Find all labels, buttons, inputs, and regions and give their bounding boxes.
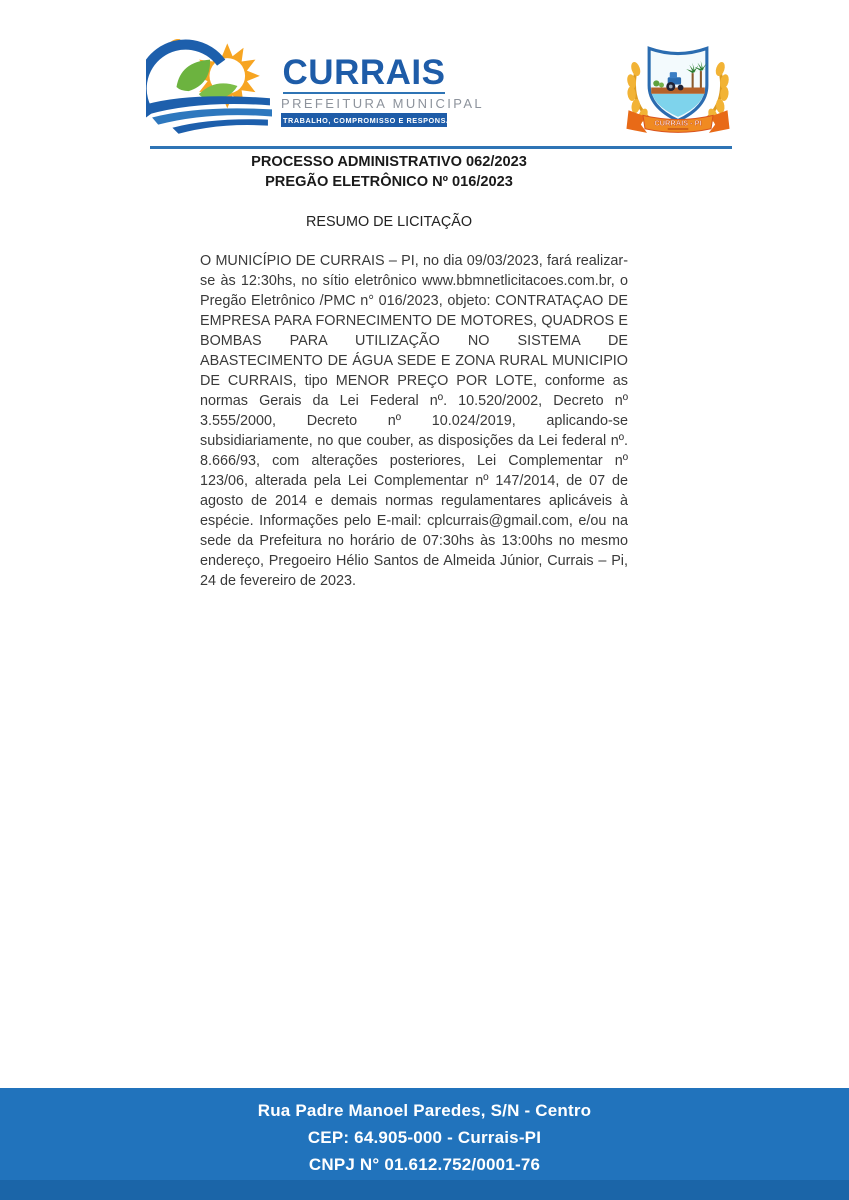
logo-text-block [281, 53, 491, 127]
footer-cnpj: CNPJ N° 01.612.752/0001-76 [308, 1155, 541, 1174]
logo-tagline-banner: TRABALHO, COMPROMISSO E RESPONSABILIDADE [281, 113, 447, 127]
logo-divider [283, 92, 445, 94]
process-title: PROCESSO ADMINISTRATIVO 062/2023 [251, 154, 527, 170]
logo-subtitle: PREFEITURA MUNICIPAL [281, 96, 485, 111]
title-block [150, 152, 628, 231]
summary-heading: RESUMO DE LICITAÇÃO [305, 214, 473, 230]
footer-bar [0, 1088, 849, 1200]
municipal-seal-icon [614, 36, 742, 136]
header-divider-rule [150, 146, 732, 149]
licitacao-summary-paragraph: O MUNICÍPIO DE CURRAIS – PI, no dia 09/03/2023, fará realizar-se às 12:30hs, no sítio eletrônico www.bbmnetlicitacoes.com.br, o Pregão Eletrônico /PMC n° 016/2023, objeto: CONTRATAÇAO DE EMPRESA PARA FORNECIMENTO DE MOTORES, QUADROS E BOMBAS PARA UTILIZAÇÃO NO SISTEMA DE ABASTECIMENTO DE ÁGUA SEDE E ZONA RURAL MUNICIPIO DE CURRAIS, tipo MENOR PREÇO POR LOTE, conforme as normas Gerais da Lei Federal nº. 10.520/2002, Decreto nº 3.555/2000, Decreto nº 10.024/2019, aplicando-se subsidiariamente, no que couber, as disposições da Lei federal nº. 8.666/93, com alterações posteriores, Lei Complementar nº 123/06, alterada pela Lei Complementar nº 147/2014, de 07 de agosto de 2014 e demais normas regulamentares aplicáveis à espécie. Informações pelo E-mail: cplcurrais@gmail.com, e/ou na sede da Prefeitura no horário de 07:30hs às 13:00hs no mesmo endereço, Pregoeiro Hélio Santos de Almeida Júnior, Currais – Pi, 24 de fevereiro de 2023. [200, 253, 628, 589]
footer-bottom-strip [0, 1180, 849, 1200]
seal-ribbon-text: CURRAIS - PI [654, 118, 702, 128]
logo-name: CURRAIS [282, 53, 446, 92]
currais-logo-icon [146, 33, 272, 135]
footer-address: Rua Padre Manoel Paredes, S/N - Centro [257, 1101, 592, 1120]
auction-title: PREGÃO ELETRÔNICO Nº 016/2023 [265, 174, 513, 190]
footer-text-block [0, 1088, 849, 1178]
footer-cep: CEP: 64.905-000 - Currais-PI [307, 1128, 542, 1147]
